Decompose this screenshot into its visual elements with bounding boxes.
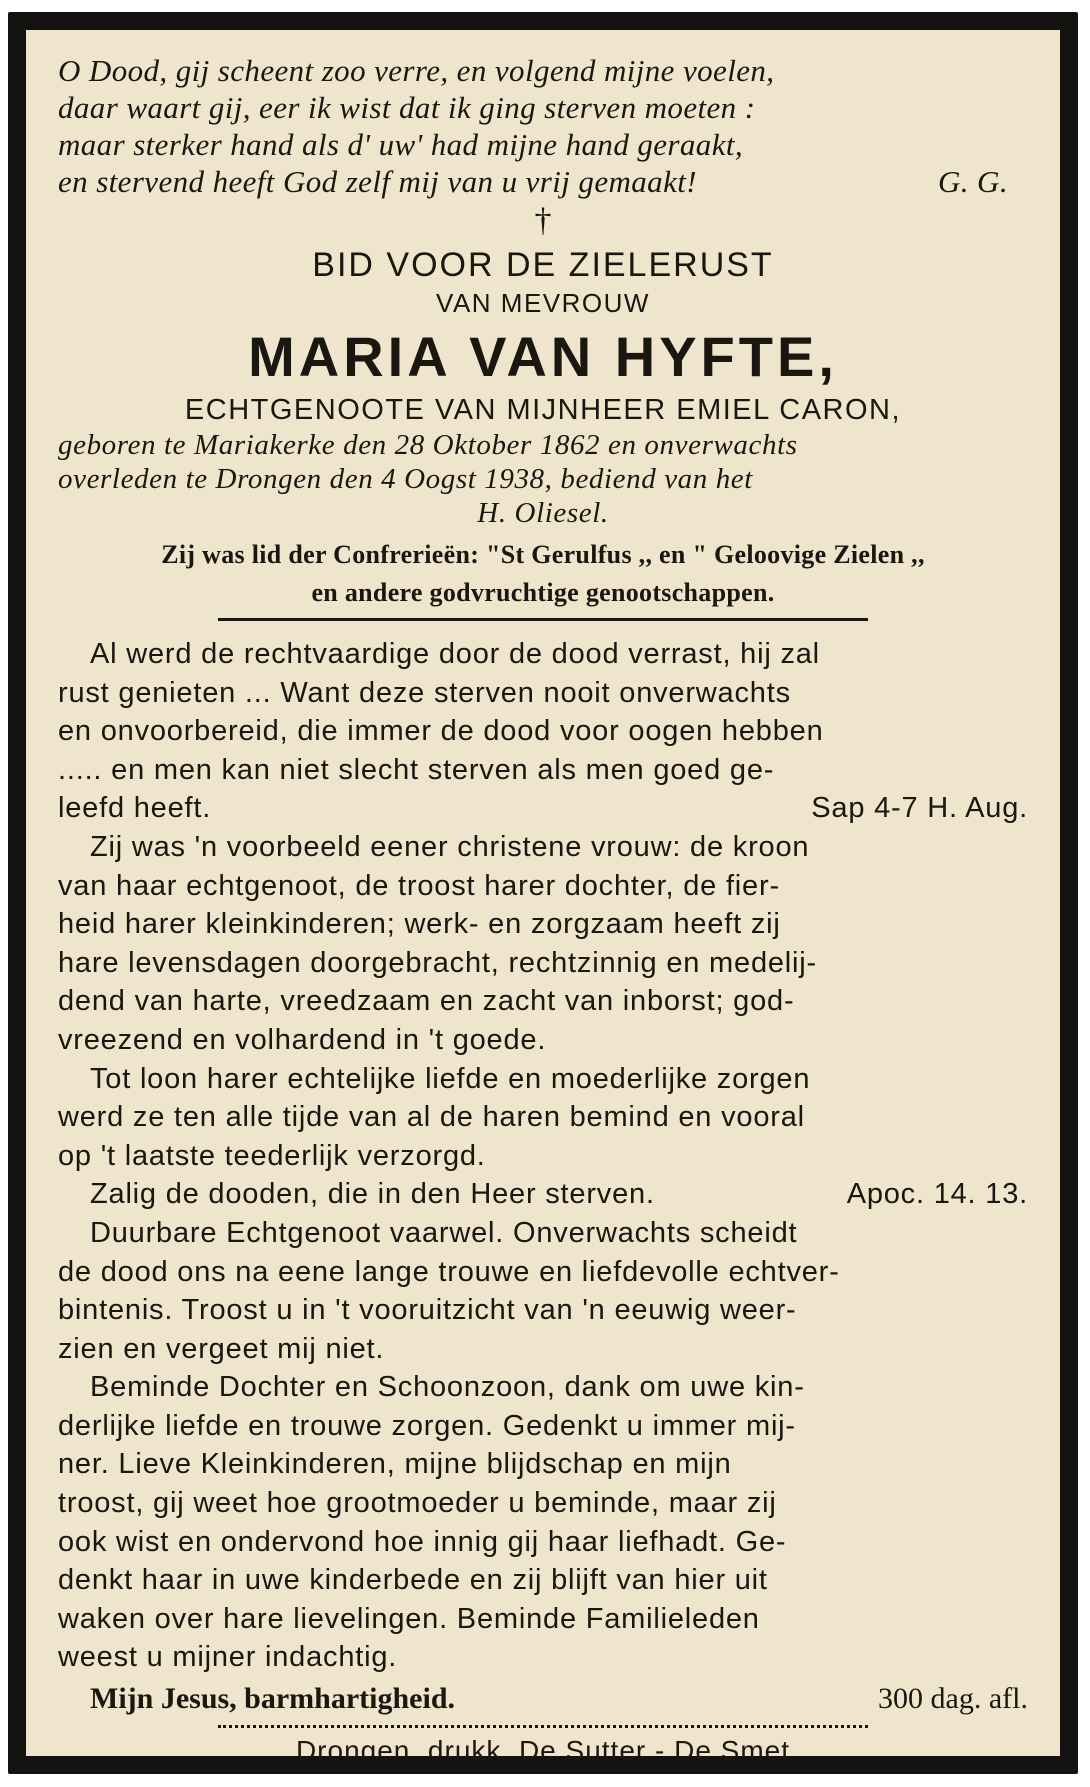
sacrament-line: H. Oliesel. (477, 497, 609, 529)
dotted-divider (218, 1725, 868, 1728)
text-line: Zij was 'n voorbeeld eener christene vrouw: de kroon (90, 830, 810, 863)
memorial-card (8, 12, 1078, 1774)
text-line: denkt haar in uwe kinderbede en zij blijft van hier uit (58, 1564, 768, 1597)
text-line: Al werd de rechtvaardige door de dood verrast, hij zal (90, 638, 820, 670)
text-line (58, 1175, 1028, 1214)
text-line-end: Zalig de dooden, die in den Heer sterven. (90, 1178, 655, 1211)
text-line: dend van harte, vreedzaam en zacht van inborst; god- (58, 985, 795, 1018)
birth-death-info (58, 428, 1028, 530)
text-line (58, 789, 1028, 828)
text-line-end: leefd heeft. (58, 792, 212, 825)
text-line: op 't laatste teederlijk verzorgd. (58, 1139, 486, 1172)
text-line: vreezend en volhardend in 't goede. (58, 1023, 547, 1056)
confraternity-line: Zij was lid der Confrerieën: "St Gerulfus ,, en " Geloovige Zielen ,, (161, 540, 925, 569)
poem-author: G. G. (937, 164, 1008, 199)
poem (58, 52, 1028, 200)
death-line: overleden te Drongen den 4 Oogst 1938, bediend van het (58, 463, 753, 495)
text-line: Tot loon harer echtelijke liefde en moederlijke zorgen (90, 1062, 811, 1095)
cross-icon: † (534, 202, 552, 239)
scripture-reference: Sap 4-7 H. Aug. (811, 792, 1028, 825)
indulgence-note: 300 dag. afl. (878, 1682, 1028, 1716)
text-line: rust genieten ... Want deze sterven nooit onverwachts (58, 676, 791, 709)
body-text (58, 635, 1028, 1677)
text-line: derlijke liefde en trouwe zorgen. Gedenkt u immer mij- (58, 1409, 796, 1442)
printer-imprint: Drongen, drukk. De Sutter - De Smet (295, 1735, 791, 1767)
text-line: werd ze ten alle tijde van al de haren bemind en vooral (58, 1101, 805, 1134)
footer-prayer-row (58, 1679, 1028, 1719)
text-line: waken over hare lievelingen. Beminde Familieleden (58, 1602, 760, 1635)
poem-line: maar sterker hand als d' uw' had mijne hand geraakt, (58, 127, 744, 162)
spouse-line: ECHTGENOOTE VAN MIJNHEER EMIEL CARON, (184, 394, 902, 426)
deceased-name: MARIA VAN HYFTE, (248, 325, 838, 388)
heading-prayer: BID VOOR DE ZIELERUST (312, 246, 774, 284)
poem-last-line (58, 163, 1028, 200)
text-line: troost, gij weet hoe grootmoeder u beminde, maar zij (58, 1487, 777, 1520)
text-line: zien en vergeet mij niet. (58, 1332, 385, 1365)
text-line: Beminde Dochter en Schoonzoon, dank om uwe kin- (90, 1371, 805, 1404)
birth-line: geboren te Mariakerke den 28 Oktober 1862 en onverwachts (58, 429, 798, 461)
text-line: de dood ons na eene lange trouwe en liefdevolle echtver- (58, 1255, 840, 1288)
text-line: hare levensdagen doorgebracht, rechtzinnig en medelij- (58, 946, 817, 979)
text-line: weest u mijner indachtig. (58, 1641, 398, 1674)
heading-title: VAN MEVROUW (436, 288, 650, 318)
text-line: bintenis. Troost u in 't vooruitzicht van 'n eeuwig weer- (58, 1294, 797, 1327)
card-content (26, 30, 1060, 1767)
text-line: en onvoorbereid, die immer de dood voor oogen hebben (58, 715, 824, 748)
text-line: van haar echtgenoot, de troost harer dochter, de fier- (58, 869, 780, 902)
divider (218, 618, 868, 621)
scripture-reference: Apoc. 14. 13. (846, 1178, 1028, 1211)
poem-line: en stervend heeft God zelf mij van u vrij gemaakt! (58, 164, 697, 199)
text-line: Duurbare Echtgenoot vaarwel. Onverwachts scheidt (90, 1216, 798, 1249)
text-line: ner. Lieve Kleinkinderen, mijne blijdschap en mijn (58, 1448, 732, 1481)
poem-line: O Dood, gij scheent zoo verre, en volgend mijne voelen, (58, 53, 775, 88)
text-line: ..... en men kan niet slecht sterven als men goed ge- (58, 753, 775, 786)
confraternity-line: en andere godvruchtige genootschappen. (311, 578, 775, 607)
closing-prayer: Mijn Jesus, barmhartigheid. (90, 1682, 456, 1716)
text-line: heid harer kleinkinderen; werk- en zorgzaam heeft zij (58, 908, 781, 941)
text-line: ook wist en ondervond hoe innig gij haar liefhadt. Ge- (58, 1525, 787, 1558)
poem-line: daar waart gij, eer ik wist dat ik ging sterven moeten : (58, 90, 756, 125)
